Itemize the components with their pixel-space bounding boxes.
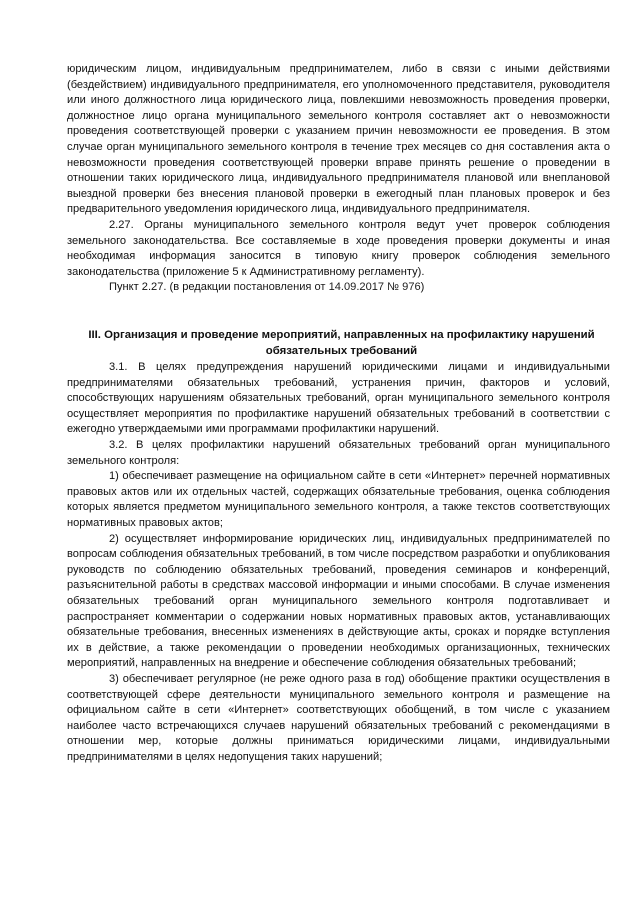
amendment-note-prefix: Пункт 2.27. (в редакции (109, 281, 234, 294)
list-item-3: 3) обеспечивает регулярное (не реже одного раза в год) обобщение практики осуществления в соответствующей сфере деятельности муниципального земельного контроля и размещение на официальном сайте в сети «Интернет» соответствующих обобщений, в том числе с указанием наиболее часто встречающихся случаев нарушений обязательных требований с рекомендациями в отношении мер, которые должны приниматься юридическими лицами, индивидуальными предпринимателями в целях недопущения таких нарушений; (67, 672, 610, 763)
amendment-note-suffix: ) (420, 281, 425, 294)
amendment-note (67, 280, 610, 296)
section-spacer (67, 296, 610, 328)
paragraph-3-1: 3.1. В целях предупреждения нарушений юридическими лицами и индивидуальными предпринимателями обязательных требований, устранения причин, факторов и условий, способствующих нарушениям обязательных требований, орган муниципального земельного контроля осуществляет мероприятия по профилактике нарушений обязательных требований в соответствии с ежегодно утверждаемыми ими программами профилактики нарушений. (67, 361, 610, 436)
paragraph-2-27: 2.27. Органы муниципального земельного контроля ведут учет проверок соблюдения земельного законодательства. Все составляемые в ходе проведения проверки документы и иная необходимая информация заносится в типовую книгу проверок соблюдения земельного законодательства (приложение 5 к Административному регламенту). (67, 218, 610, 278)
section-heading: III. Организация и проведение мероприятий, направленных на профилактику нарушений обязательных требований (88, 328, 595, 357)
list-item-2: 2) осуществляет информирование юридических лиц, индивидуальных предпринимателей по вопросам соблюдения обязательных требований, в том числе посредством разработки и опубликования руководств по соблюдению обязательных требований, проведения семинаров и конференций, разъяснительной работы в средствах массовой информации и иными способами. В случае изменения обязательных требований орган муниципального земельного контроля подготавливает и распространяет комментарии о содержании новых нормативных правовых актов, устанавливающих обязательные требования, внесенных изменениях в действующие акты, сроках и порядке вступления их в действие, а также рекомендации о проведении необходимых организационных, технических мероприятий, направленных на внедрение и обеспечение соблюдения обязательных требований; (67, 532, 610, 670)
list-item-1: 1) обеспечивает размещение на официальном сайте в сети «Интернет» перечней нормативных правовых актов или их отдельных частей, содержащих обязательные требования, оценка соблюдения которых является предметом муниципального земельного контроля, а также текстов соответствующих нормативных правовых актов; (67, 470, 610, 530)
paragraph-continuation: юридическим лицом, индивидуальным предпринимателем, либо в связи с иными действиями (бездействием) индивидуального предпринимателя, его уполномоченного представителя, руководителя или иного должностного лица юридического лица, повлекшими невозможность проведения проверки, должностное лицо органа муниципального земельного контроля составляет акт о невозможности проведения соответствующей проверки с указанием причин невозможности ее проведения. В этом случае орган муниципального земельного контроля в течение трех месяцев со дня составления акта о невозможности проведения соответствующей проверки вправе принять решение о проведении в отношении таких юридического лица, индивидуального предпринимателя плановой или внеплановой выездной проверки без внесения плановой проверки в ежегодный план плановых проверок и без предварительного уведомления юридического лица, индивидуального предпринимателя. (67, 63, 610, 216)
amendment-link[interactable]: постановления от 14.09.2017 № 976 (233, 281, 421, 294)
paragraph-3-2: 3.2. В целях профилактики нарушений обязательных требований орган муниципального земельного контроля: (67, 439, 610, 467)
